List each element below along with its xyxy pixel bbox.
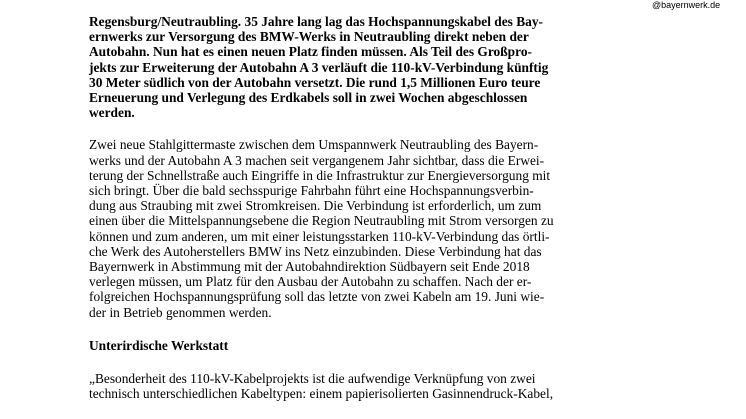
lead-line: ernwerks zur Versorgung des BMW-Werks in Neutraubling direkt neben der bbox=[89, 29, 529, 45]
lead-line: Regensburg/Neutraubling. 35 Jahre lang lag das Hochspannungskabel des Bay- bbox=[89, 14, 544, 29]
quote-paragraph bbox=[89, 371, 573, 401]
body-paragraph bbox=[89, 137, 573, 319]
quote-line: technisch unterschiedlichen Kabeltypen: einem papierisolierten Gasinnendruck-Kabel, bbox=[89, 386, 554, 402]
lead-line: Erneuerung und Verlegung des Erdkabels soll in zwei Wochen abgeschlossen bbox=[89, 90, 528, 106]
body-line: sich bringt. Über die bald sechsspurige Fahrbahn führt eine Hochspannungsverbin- bbox=[89, 183, 534, 199]
lead-line: Autobahn. Nun hat es einen neuen Platz finden müssen. Als Teil des Großpro- bbox=[89, 44, 532, 60]
lead-line: werden. bbox=[89, 105, 135, 121]
lead-line: jekts zur Erweiterung der Autobahn A 3 verläuft die 110-kV-Verbindung künftig bbox=[89, 59, 549, 75]
body-line: dung aus Straubing mit zwei Stromkreisen. Die Verbindung ist erforderlich, um zum bbox=[89, 198, 542, 214]
body-line: Bayernwerk in Abstimmung mit der Autobahndirektion Südbayern seit Ende 2018 bbox=[89, 259, 530, 275]
source-tag: @bayernwerk.de bbox=[652, 0, 721, 10]
section-heading: Unterirdische Werkstatt bbox=[89, 337, 229, 353]
body-line: können und zum anderen, um mit einer leistungsstarken 110-kV-Verbindung das örtli- bbox=[89, 228, 550, 244]
article-body bbox=[89, 14, 573, 401]
body-line: terung der Schnellstraße auch Eingriffe in die Infrastruktur zur Energieversorgung mit bbox=[89, 167, 551, 183]
quote-line: „Besonderheit des 110-kV-Kabelprojekts ist die aufwendige Verknüpfung von zwei bbox=[89, 371, 536, 387]
body-line: der in Betrieb genommen werden. bbox=[89, 304, 272, 320]
lead-line: 30 Meter südlich von der Autobahn versetzt. Die rund 1,5 Millionen Euro teure bbox=[89, 74, 541, 90]
body-line: werks und der Autobahn A 3 machen seit vergangenem Jahr sichtbar, dass die Erwei- bbox=[89, 152, 545, 168]
lead-paragraph bbox=[89, 14, 573, 120]
body-line: verlegen müssen, um Platz für den Ausbau der Autobahn zu schaffen. Nach der er- bbox=[89, 274, 532, 290]
body-line: Zwei neue Stahlgittermaste zwischen dem Umspannwerk Neutraubling des Bayern- bbox=[89, 137, 539, 153]
body-line: che Werk des Autoherstellers BMW ins Netz einzubinden. Diese Verbindung hat das bbox=[89, 243, 542, 259]
body-line: einen über die Mittelspannungsebene die Region Neutraubling mit Strom versorgen zu bbox=[89, 213, 554, 229]
body-line: folgreichen Hochspannungsprüfung soll das letzte von zwei Kabeln am 19. Juni wie- bbox=[89, 289, 545, 305]
